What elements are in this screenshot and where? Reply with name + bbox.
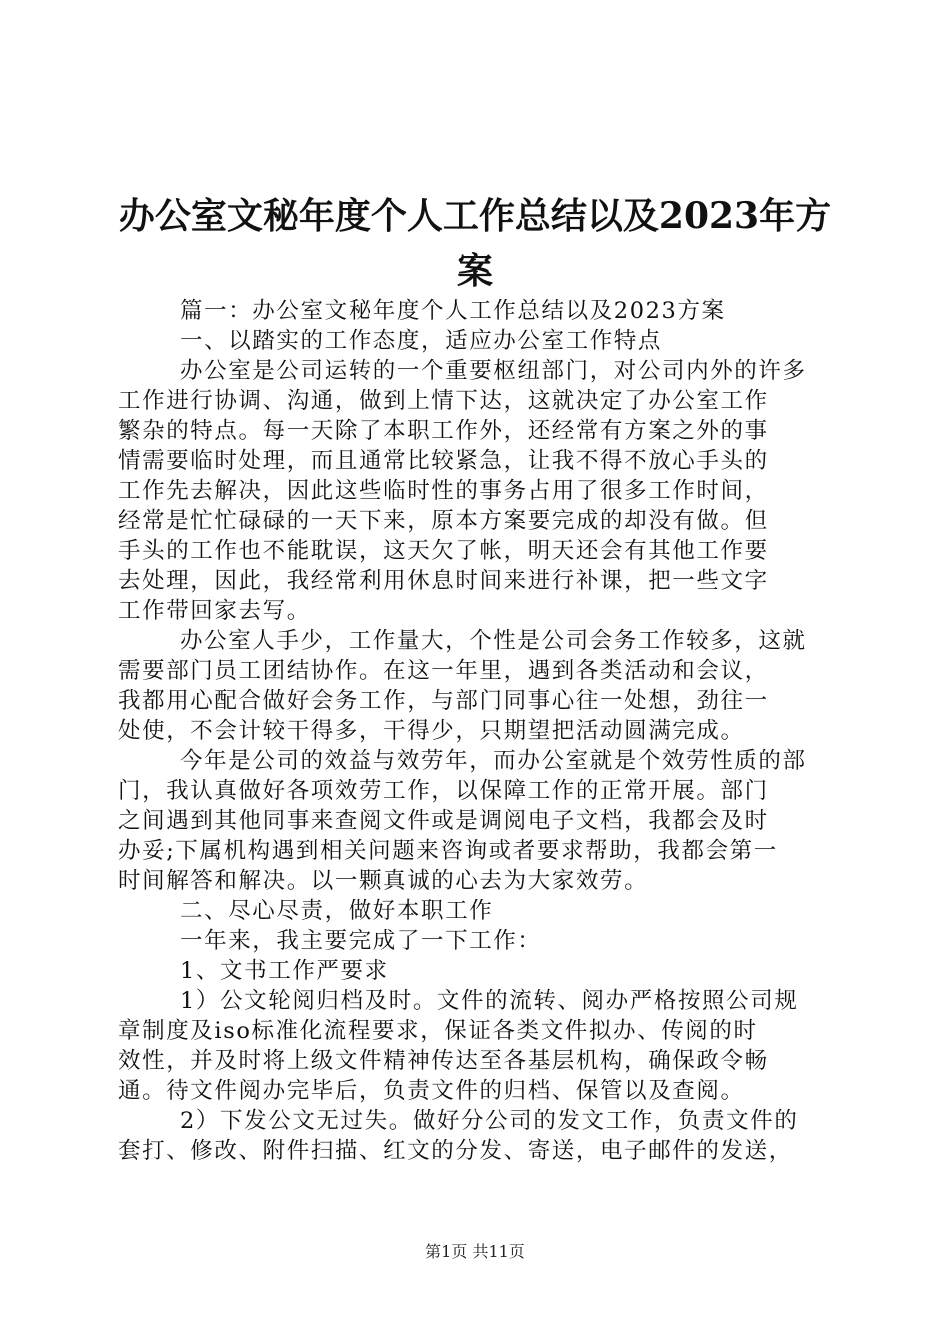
document-title-line-2: 案 [456,250,493,292]
body-text-line: 办公室是公司运转的一个重要枢纽部门，对公司内外的许多 [180,358,807,384]
body-text-line: 办公室人手少，工作量大，个性是公司会务工作较多，这就 [180,628,807,654]
body-text-line: 一年来，我主要完成了一下工作： [180,928,542,954]
document-body [118,296,838,1166]
body-text-line: 处使，不会计较干得多，干得少，只期望把活动圆满完成。 [118,718,745,744]
body-text-line: 效性，并及时将上级文件精神传达至各基层机构，确保政令畅 [118,1048,769,1074]
page-number-footer: 第1页 共11页 [425,1242,525,1261]
body-text-line: 一、以踏实的工作态度，适应办公室工作特点 [180,328,663,354]
body-text-line: 工作进行协调、沟通，做到上情下达，这就决定了办公室工作 [118,388,769,414]
body-text-line: 今年是公司的效益与效劳年，而办公室就是个效劳性质的部 [180,748,807,774]
body-text-line: 套打、修改、附件扫描、红文的分发、寄送，电子邮件的发送， [118,1138,793,1164]
body-text-line: 之间遇到其他同事来查阅文件或是调阅电子文档，我都会及时 [118,808,769,834]
body-text-line: 办妥;下属机构遇到相关问题来咨询或者要求帮助，我都会第一 [118,838,778,864]
document-title-line-1: 办公室文秘年度个人工作总结以及2023年方 [118,195,832,237]
body-text-line: 通。待文件阅办完毕后，负责文件的归档、保管以及查阅。 [118,1078,745,1104]
body-text-line: 去处理，因此，我经常利用休息时间来进行补课，把一些文字 [118,568,769,594]
body-text-line: 需要部门员工团结协作。在这一年里，遇到各类活动和会议， [118,658,769,684]
body-text-line: 1、文书工作严要求 [180,958,389,984]
body-text-line: 2）下发公文无过失。做好分公司的发文工作，负责文件的 [180,1108,799,1134]
body-text-line: 1）公文轮阅归档及时。文件的流转、阅办严格按照公司规 [180,988,799,1014]
body-text-line: 我都用心配合做好会务工作，与部门同事心往一处想，劲往一 [118,688,769,714]
body-text-line: 经常是忙忙碌碌的一天下来，原本方案要完成的却没有做。但 [118,508,769,534]
body-text-line: 二、尽心尽责，做好本职工作 [180,898,494,924]
body-text-line: 手头的工作也不能耽误，这天欠了帐，明天还会有其他工作要 [118,538,769,564]
body-text-line: 时间解答和解决。以一颗真诚的心去为大家效劳。 [118,868,649,894]
body-text-line: 情需要临时处理，而且通常比较紧急，让我不得不放心手头的 [118,448,769,474]
body-text-line: 工作先去解决，因此这些临时性的事务占用了很多工作时间， [118,478,769,504]
body-text-line: 章制度及iso标准化流程要求，保证各类文件拟办、传阅的时 [118,1018,758,1044]
body-text-line: 繁杂的特点。每一天除了本职工作外，还经常有方案之外的事 [118,418,769,444]
body-text-line: 篇一：办公室文秘年度个人工作总结以及2023方案 [180,298,726,324]
body-text-line: 门，我认真做好各项效劳工作，以保障工作的正常开展。部门 [118,778,769,804]
body-text-line: 工作带回家去写。 [118,598,311,624]
